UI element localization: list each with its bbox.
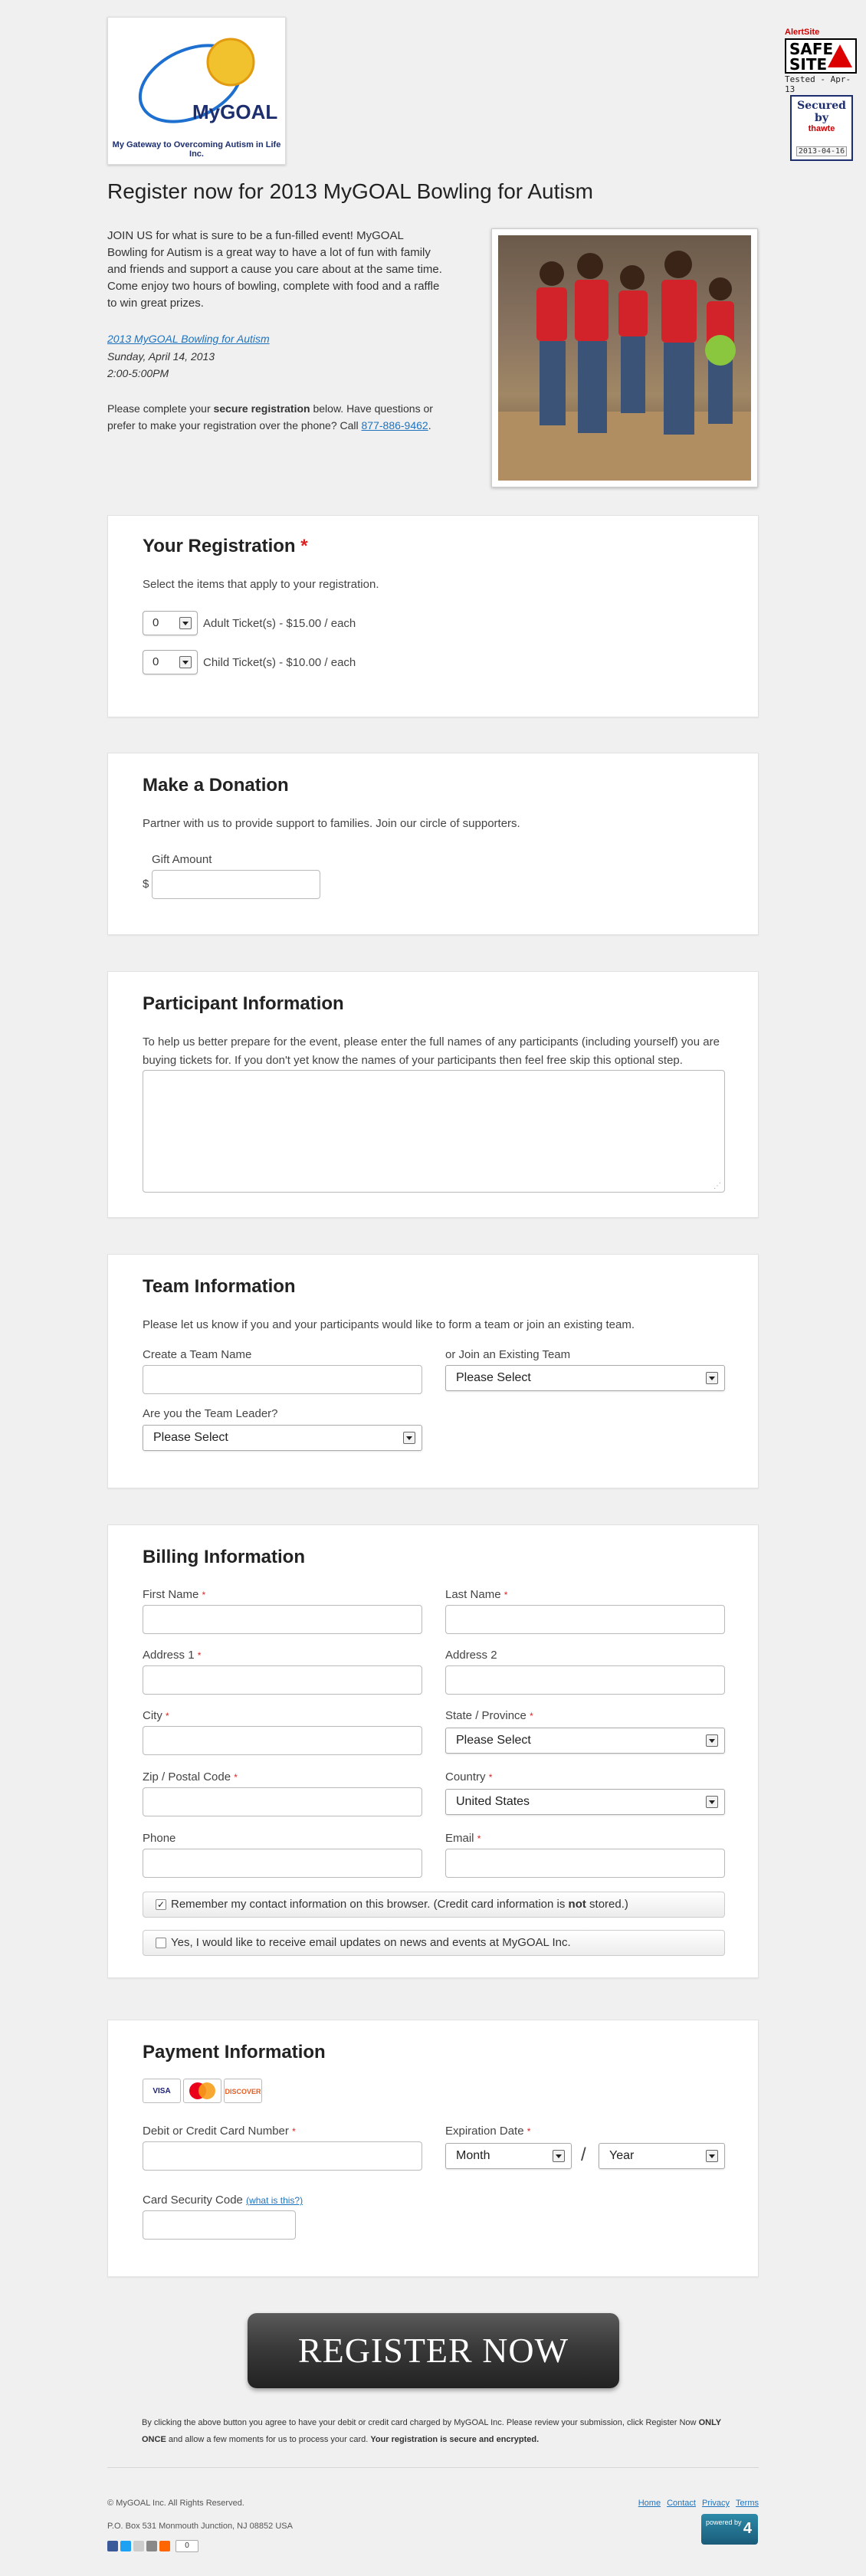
registration-title: Your Registration * [143, 536, 308, 556]
team-desc: Please let us know if you and your participants would like to form a team or join an existing team. [143, 1318, 635, 1331]
chevron-down-icon [179, 617, 192, 629]
chevron-down-icon [706, 1372, 718, 1384]
city-input[interactable] [143, 1726, 422, 1755]
email-input[interactable] [445, 1849, 725, 1878]
what-is-this-link[interactable]: (what is this?) [246, 2195, 303, 2206]
address2-label: Address 2 [445, 1649, 497, 1662]
first-name-input[interactable] [143, 1605, 422, 1634]
chevron-down-icon [706, 1734, 718, 1747]
csc-label: Card Security Code (what is this?) [143, 2194, 303, 2207]
safe-site-badge[interactable] [785, 28, 858, 94]
zip-input[interactable] [143, 1787, 422, 1816]
csc-input[interactable] [143, 2210, 296, 2240]
state-select[interactable]: Please Select [445, 1728, 725, 1754]
join-team-select[interactable]: Please Select [445, 1365, 725, 1391]
registration-section [107, 515, 759, 717]
team-leader-label: Are you the Team Leader? [143, 1407, 278, 1420]
event-time: 2:00-5:00PM [107, 367, 169, 379]
print-icon[interactable] [146, 2541, 157, 2551]
last-name-label: Last Name * [445, 1588, 508, 1601]
share-bar [107, 2539, 201, 2553]
facebook-icon[interactable] [107, 2541, 118, 2551]
logo-text: MyGOAL [192, 100, 278, 123]
event-photo [491, 228, 758, 487]
secured-label: Secured [797, 100, 846, 112]
event-date: Sunday, April 14, 2013 [107, 350, 215, 363]
intro-paragraph: JOIN US for what is sure to be a fun-filled event! MyGOAL Bowling for Autism is a great way to have a lot of fun with family and friends and support a cause you care about at the same time. Come enjoy two hours of bowling, complete with food and a raffle to win great prizes. [107, 229, 442, 310]
footer-link-contact[interactable]: Contact [667, 2499, 696, 2508]
mastercard-icon [183, 2079, 221, 2103]
create-team-label: Create a Team Name [143, 1348, 252, 1361]
page-title: Register now for 2013 MyGOAL Bowling for Autism [107, 179, 593, 203]
state-label: State / Province * [445, 1709, 533, 1722]
intro-text [107, 228, 444, 452]
adult-ticket-label: Adult Ticket(s) - $15.00 / each [203, 617, 356, 630]
address2-input[interactable] [445, 1665, 725, 1695]
child-ticket-qty-select[interactable]: 0 [143, 650, 198, 674]
footer-link-terms[interactable]: Terms [736, 2499, 759, 2508]
chevron-down-icon [706, 2150, 718, 2162]
secured-by-label: by [815, 112, 828, 124]
card-number-input[interactable] [143, 2141, 422, 2171]
participant-section [107, 971, 759, 1218]
donation-desc: Partner with us to provide support to families. Join our circle of supporters. [143, 817, 520, 830]
twitter-icon[interactable] [120, 2541, 131, 2551]
powered-by-logo-icon: 4 [743, 2520, 752, 2537]
billing-section [107, 1524, 759, 1978]
address1-input[interactable] [143, 1665, 422, 1695]
newsletter-checkbox[interactable] [156, 1938, 166, 1948]
city-label: City * [143, 1709, 169, 1722]
alertsite-label: AlertSite [785, 28, 820, 37]
exp-month-select[interactable]: Month [445, 2143, 572, 2169]
chevron-down-icon [553, 2150, 565, 2162]
thawte-label: thawte [808, 124, 835, 133]
chevron-down-icon [179, 656, 192, 668]
billing-title: Billing Information [143, 1547, 305, 1567]
team-section [107, 1254, 759, 1488]
team-name-input[interactable] [143, 1365, 422, 1394]
copyright: © MyGOAL Inc. All Rights Reserved. [107, 2499, 244, 2508]
footer-links [632, 2499, 759, 2508]
footer-link-home[interactable]: Home [638, 2499, 661, 2508]
participant-names-textarea[interactable] [143, 1070, 725, 1193]
donation-title: Make a Donation [143, 775, 289, 796]
team-title: Team Information [143, 1276, 296, 1297]
family-bowling-photo [498, 235, 751, 481]
last-name-input[interactable] [445, 1605, 725, 1634]
safe-site-text: SAFE SITE [789, 40, 834, 74]
logo-tagline: My Gateway to Overcoming Autism in Life Inc. [112, 140, 281, 159]
email-label: Email * [445, 1832, 481, 1845]
complete-registration-text: Please complete your secure registration below. Have questions or prefer to make your registration over the phone? Call 877-886-9462. [107, 402, 433, 432]
adult-ticket-qty-select[interactable]: 0 [143, 611, 198, 635]
phone-label: Phone [143, 1832, 176, 1845]
powered-by-badge[interactable] [701, 2514, 758, 2545]
zip-label: Zip / Postal Code * [143, 1770, 238, 1784]
country-label: Country * [445, 1770, 493, 1784]
chevron-down-icon [403, 1432, 415, 1444]
resize-handle-icon[interactable]: ⋰ [713, 1182, 721, 1190]
phone-link[interactable]: 877-886-9462 [361, 419, 428, 432]
participant-desc: To help us better prepare for the event, please enter the full names of any participants (including yourself) you are buying tickets for. If you don't yet know the names of your participants then feel free skip this optional step. [143, 1035, 720, 1067]
currency-symbol: $ [143, 878, 149, 891]
discover-icon: DISCOVER [224, 2079, 262, 2103]
tested-date: Tested - Apr-13 [785, 74, 851, 94]
accepted-cards [143, 2079, 264, 2103]
phone-input[interactable] [143, 1849, 422, 1878]
logo[interactable] [107, 17, 286, 165]
remember-checkbox[interactable]: ✓ [156, 1899, 166, 1910]
gift-amount-label: Gift Amount [152, 853, 212, 866]
email-icon[interactable] [133, 2541, 144, 2551]
date-separator: / [581, 2144, 586, 2165]
payment-title: Payment Information [143, 2042, 326, 2062]
payment-section [107, 2020, 759, 2277]
safe-site-box [785, 38, 857, 74]
warning-triangle-icon [828, 44, 852, 67]
join-team-label: or Join an Existing Team [445, 1348, 571, 1361]
remember-info-option[interactable]: ✓ Remember my contact information on this browser. (Credit card information is not stored.) [143, 1892, 725, 1918]
gift-amount-input[interactable] [152, 870, 320, 899]
participant-title: Participant Information [143, 993, 344, 1014]
share-plus-icon[interactable] [159, 2541, 170, 2551]
footer-link-privacy[interactable]: Privacy [701, 2499, 730, 2508]
first-name-label: First Name * [143, 1588, 206, 1601]
exp-year-select[interactable]: Year [599, 2143, 725, 2169]
postal-address: P.O. Box 531 Monmouth Junction, NJ 08852 USA [107, 2522, 293, 2531]
powered-by-label: powered by [706, 2519, 742, 2526]
secured-by-thawte-badge[interactable] [790, 95, 853, 161]
team-leader-select[interactable]: Please Select [143, 1425, 422, 1451]
expiration-label: Expiration Date * [445, 2125, 531, 2138]
fine-print: By clicking the above button you agree to have your debit or credit card charged by MyGOAL Inc. Please review your submission, click Register Now ONLY ONCE and allow a few moments for us to process your card. Your registration is secure and encrypted. [142, 2418, 721, 2444]
donation-section [107, 753, 759, 935]
share-count: 0 [175, 2540, 198, 2552]
registration-desc: Select the items that apply to your registration. [143, 578, 379, 591]
child-ticket-label: Child Ticket(s) - $10.00 / each [203, 656, 356, 669]
event-link[interactable]: 2013 MyGOAL Bowling for Autism [107, 333, 270, 345]
country-select[interactable]: United States [445, 1789, 725, 1815]
newsletter-option[interactable]: Yes, I would like to receive email updates on news and events at MyGOAL Inc. [143, 1930, 725, 1956]
chevron-down-icon [706, 1796, 718, 1808]
register-now-button[interactable]: REGISTER NOW [248, 2313, 619, 2388]
visa-icon: VISA [143, 2079, 181, 2103]
secured-date: 2013-04-16 [796, 146, 847, 156]
card-number-label: Debit or Credit Card Number * [143, 2125, 296, 2138]
footer-divider [107, 2467, 759, 2468]
address1-label: Address 1 * [143, 1649, 202, 1662]
